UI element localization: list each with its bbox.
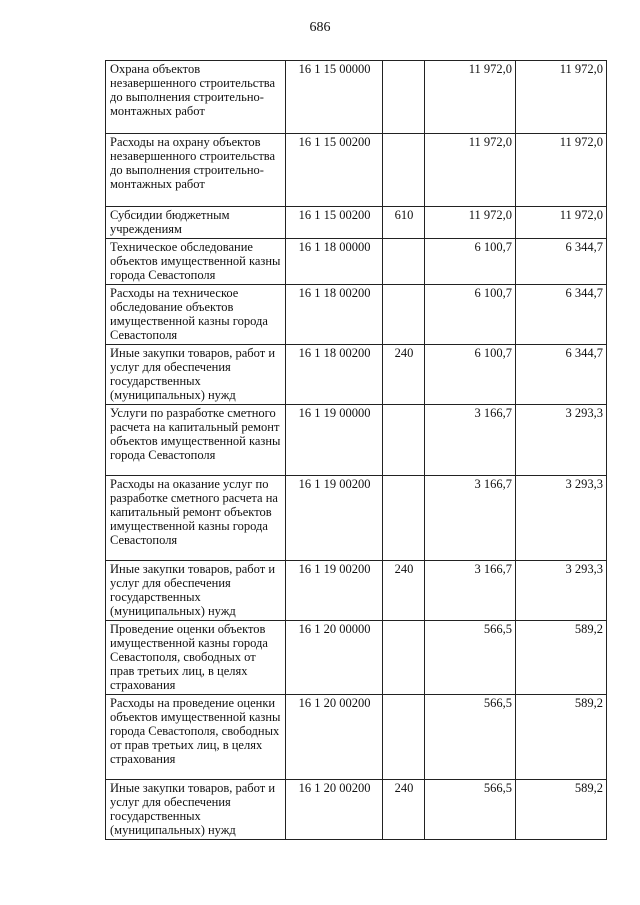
- table-row: [106, 239, 607, 285]
- expense-type-cell: [383, 134, 425, 207]
- expense-type-cell: [383, 476, 425, 561]
- amount-year2-cell: 11 972,0: [516, 61, 607, 134]
- target-code-cell: 16 1 15 00200: [286, 207, 383, 239]
- amount-year2-cell: 11 972,0: [516, 134, 607, 207]
- table-row: [106, 621, 607, 695]
- amount-year1-cell: 11 972,0: [425, 207, 516, 239]
- expense-type-cell: [383, 695, 425, 780]
- item-name-cell: Охрана объектов незавершенного строительства до выполнения строительно-монтажных работ: [106, 61, 286, 134]
- table-row: [106, 285, 607, 345]
- table-row: [106, 405, 607, 476]
- amount-year1-cell: 11 972,0: [425, 134, 516, 207]
- expense-type-cell: 240: [383, 345, 425, 405]
- amount-year2-cell: 589,2: [516, 780, 607, 840]
- table-row: [106, 780, 607, 840]
- item-name-cell: Иные закупки товаров, работ и услуг для обеспечения государственных (муниципальных) нужд: [106, 780, 286, 840]
- table-row: [106, 61, 607, 134]
- target-code-cell: 16 1 15 00200: [286, 134, 383, 207]
- table-row: [106, 695, 607, 780]
- target-code-cell: 16 1 18 00000: [286, 239, 383, 285]
- amount-year1-cell: 6 100,7: [425, 345, 516, 405]
- item-name-cell: Субсидии бюджетным учреждениям: [106, 207, 286, 239]
- amount-year2-cell: 6 344,7: [516, 239, 607, 285]
- amount-year1-cell: 3 166,7: [425, 476, 516, 561]
- amount-year1-cell: 3 166,7: [425, 561, 516, 621]
- expense-type-cell: [383, 61, 425, 134]
- target-code-cell: 16 1 20 00000: [286, 621, 383, 695]
- item-name-cell: Услуги по разработке сметного расчета на капитальный ремонт объектов имущественной казны города Севастополя: [106, 405, 286, 476]
- table-row: [106, 561, 607, 621]
- table-row: [106, 207, 607, 239]
- target-code-cell: 16 1 19 00200: [286, 476, 383, 561]
- target-code-cell: 16 1 18 00200: [286, 345, 383, 405]
- target-code-cell: 16 1 19 00200: [286, 561, 383, 621]
- amount-year2-cell: 3 293,3: [516, 476, 607, 561]
- table-row: [106, 476, 607, 561]
- target-code-cell: 16 1 15 00000: [286, 61, 383, 134]
- target-code-cell: 16 1 20 00200: [286, 695, 383, 780]
- amount-year1-cell: 566,5: [425, 621, 516, 695]
- item-name-cell: Проведение оценки объектов имущественной казны города Севастополя, свободных от прав третьих лиц, в целях страхования: [106, 621, 286, 695]
- item-name-cell: Техническое обследование объектов имущественной казны города Севастополя: [106, 239, 286, 285]
- item-name-cell: Расходы на проведение оценки объектов имущественной казны города Севастополя, свободных от прав третьих лиц, в целях страхования: [106, 695, 286, 780]
- table-row: [106, 134, 607, 207]
- amount-year2-cell: 6 344,7: [516, 285, 607, 345]
- target-code-cell: 16 1 20 00200: [286, 780, 383, 840]
- table-row: [106, 345, 607, 405]
- amount-year2-cell: 6 344,7: [516, 345, 607, 405]
- expense-type-cell: 240: [383, 780, 425, 840]
- target-code-cell: 16 1 18 00200: [286, 285, 383, 345]
- expense-type-cell: 240: [383, 561, 425, 621]
- item-name-cell: Расходы на охрану объектов незавершенного строительства до выполнения строительно-монтажных работ: [106, 134, 286, 207]
- item-name-cell: Иные закупки товаров, работ и услуг для обеспечения государственных (муниципальных) нужд: [106, 561, 286, 621]
- budget-table: [105, 60, 607, 840]
- expense-type-cell: [383, 285, 425, 345]
- amount-year2-cell: 11 972,0: [516, 207, 607, 239]
- target-code-cell: 16 1 19 00000: [286, 405, 383, 476]
- page-number: 686: [309, 20, 331, 35]
- item-name-cell: Расходы на оказание услуг по разработке сметного расчета на капитальный ремонт объектов имущественной казны города Севастополя: [106, 476, 286, 561]
- amount-year1-cell: 6 100,7: [425, 239, 516, 285]
- expense-type-cell: [383, 621, 425, 695]
- expense-type-cell: [383, 405, 425, 476]
- amount-year1-cell: 566,5: [425, 780, 516, 840]
- amount-year1-cell: 11 972,0: [425, 61, 516, 134]
- amount-year2-cell: 3 293,3: [516, 561, 607, 621]
- amount-year2-cell: 3 293,3: [516, 405, 607, 476]
- amount-year1-cell: 6 100,7: [425, 285, 516, 345]
- amount-year2-cell: 589,2: [516, 695, 607, 780]
- amount-year1-cell: 3 166,7: [425, 405, 516, 476]
- expense-type-cell: [383, 239, 425, 285]
- item-name-cell: Иные закупки товаров, работ и услуг для обеспечения государственных (муниципальных) нужд: [106, 345, 286, 405]
- amount-year2-cell: 589,2: [516, 621, 607, 695]
- expense-type-cell: 610: [383, 207, 425, 239]
- item-name-cell: Расходы на техническое обследование объектов имущественной казны города Севастополя: [106, 285, 286, 345]
- amount-year1-cell: 566,5: [425, 695, 516, 780]
